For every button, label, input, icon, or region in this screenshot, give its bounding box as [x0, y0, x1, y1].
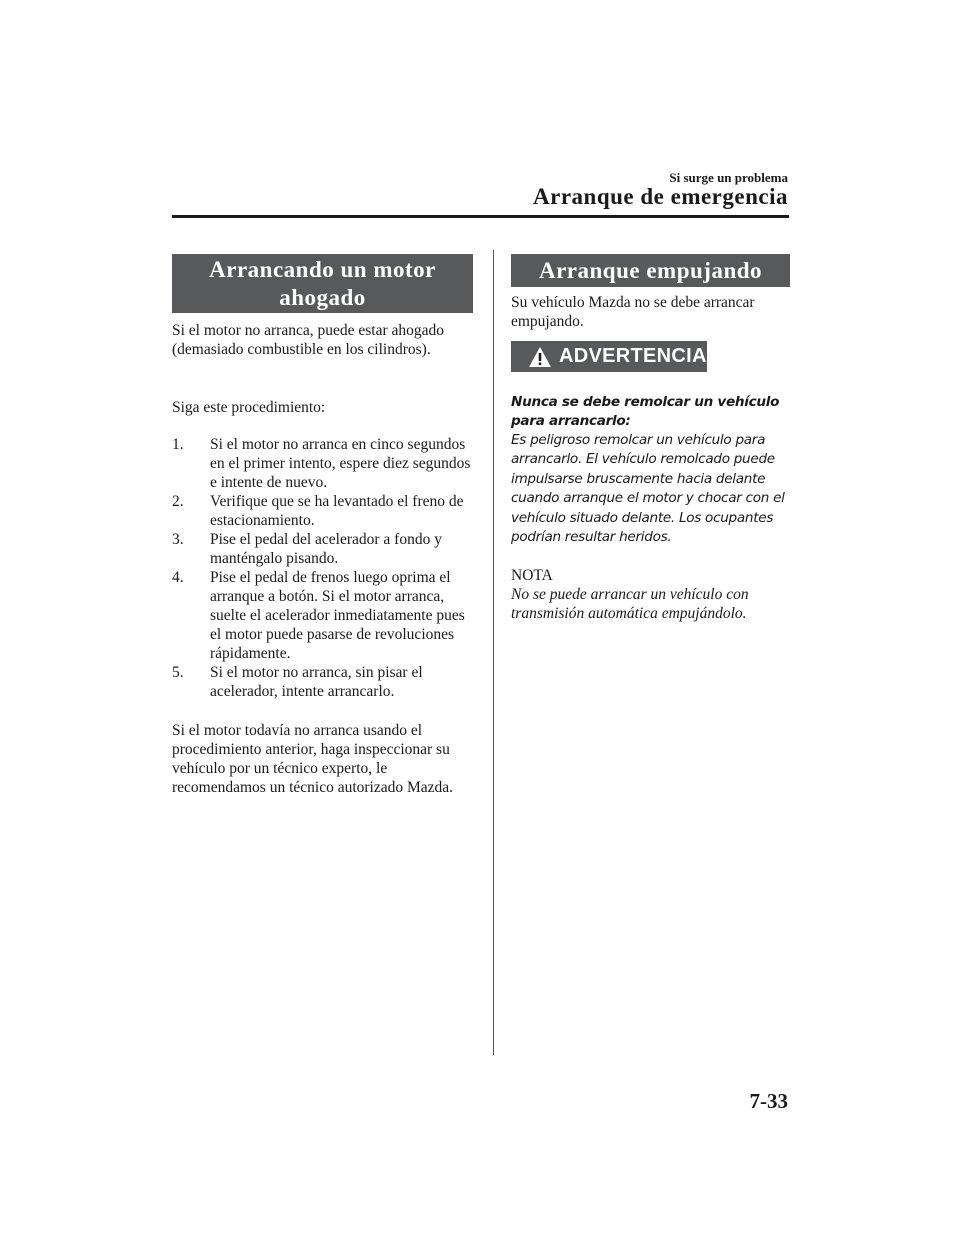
- warning-badge: [511, 341, 707, 372]
- left-section-heading: Arrancando un motor ahogado: [172, 254, 473, 313]
- step-text: Verifique que se ha levantado el freno de estacionamiento.: [210, 493, 464, 529]
- step-text: Pise el pedal de frenos luego oprima el arranque a botón. Si el motor arranca, suelte el acelerador inmediatamente pues el motor puede pasarse de revoluciones rápidamente.: [210, 569, 465, 662]
- list-item: [172, 663, 472, 701]
- step-number: 3.: [172, 531, 184, 548]
- warning-title: Nunca se debe remolcar un vehículo para arrancarlo:: [511, 394, 780, 430]
- section-label: Si surge un problema: [669, 170, 788, 185]
- step-text: Si el motor no arranca, sin pisar el acelerador, intente arrancarlo.: [210, 664, 423, 700]
- note-label: NOTA: [511, 567, 553, 584]
- page-number: 7-33: [749, 1089, 788, 1113]
- step-text: Pise el pedal del acelerador a fondo y manténgalo pisando.: [210, 531, 442, 567]
- list-item: [172, 435, 472, 492]
- procedure-steps: [172, 435, 472, 701]
- list-item: [172, 530, 472, 568]
- step-number: 1.: [172, 436, 184, 453]
- right-intro: Su vehículo Mazda no se debe arrancar empujando.: [511, 294, 755, 330]
- header-rule: [172, 215, 789, 218]
- list-item: [172, 568, 472, 663]
- page-title: Arranque de emergencia: [533, 184, 788, 209]
- warning-body: Es peligroso remolcar un vehículo para arrancarlo. El vehículo remolcado puede impulsarse bruscamente hacia delante cuando arranque el motor y chocar con el vehículo situado delante. Los ocupantes podrían resultar heridos.: [511, 432, 785, 546]
- note-text: No se puede arrancar un vehículo con transmisión automática empujándolo.: [511, 586, 749, 622]
- right-section-heading: Arranque empujando: [511, 254, 790, 287]
- left-lead: Siga este procedimiento:: [172, 399, 326, 416]
- step-text: Si el motor no arranca en cinco segundos en el primer intento, espere diez segundos e intente de nuevo.: [210, 436, 471, 491]
- left-closing: Si el motor todavía no arranca usando el procedimiento anterior, haga inspeccionar su vehículo por un técnico experto, le recomendamos un técnico autorizado Mazda.: [172, 722, 454, 796]
- warning-label: ADVERTENCIA: [559, 345, 707, 367]
- step-number: 2.: [172, 493, 184, 510]
- list-item: [172, 492, 472, 530]
- left-intro: Si el motor no arranca, puede estar ahogado (demasiado combustible en los cilindros).: [172, 322, 445, 358]
- warning-triangle-icon: [528, 346, 552, 368]
- step-number: 5.: [172, 664, 184, 681]
- step-number: 4.: [172, 569, 184, 586]
- column-divider: [493, 250, 494, 1055]
